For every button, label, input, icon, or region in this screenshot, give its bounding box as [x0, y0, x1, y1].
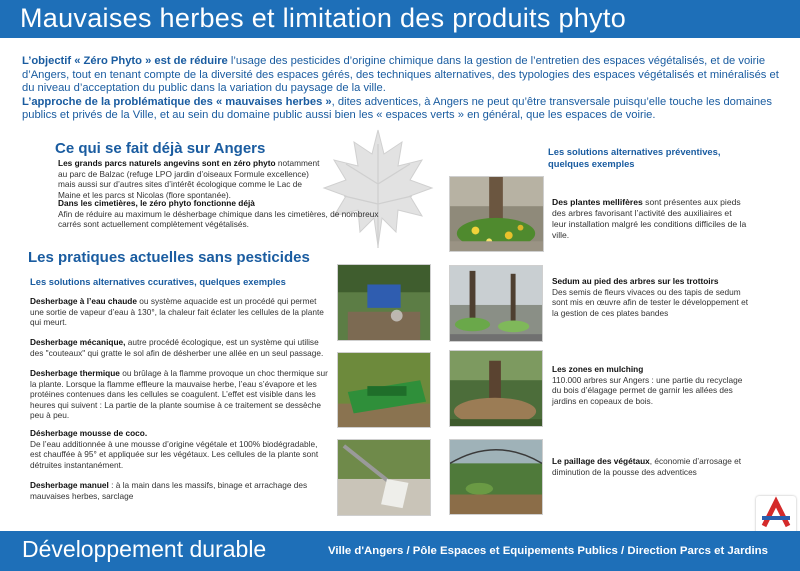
- meca-bold: Desherbage mécanique,: [30, 337, 126, 347]
- photo-thermique: [337, 352, 431, 428]
- list-item-mulching: [552, 364, 748, 406]
- cimetieres-paragraph: [58, 198, 380, 230]
- photo-mulching: [449, 350, 543, 427]
- parcs-text: notamment au parc de Balzac (refuge LPO jardin d’oiseaux Formule excellence) mais aussi sur d’autres sites d’intérêt écologique comme le Lac de Maine et les parcs st Nicolas (flore spontanée).: [58, 158, 320, 200]
- eau-text: ou système aquacide est un procédé qui permet une sortie de vapeur d’eau à 130°, la chaleur fait éclater les cellules de la plante qui meurt.: [30, 296, 324, 327]
- mell-text: sont présentes aux pieds des arbres favorisant l’activité des auxiliaires et leur installation malgré les conditions difficiles de la ville.: [552, 197, 747, 240]
- coco-text: De l’eau additionnée à une mousse d’origine végétale et 100% biodégradable, est chauffée à 95° et appliquée sur les végétaux. Les cellules de la plante sont détruites instantanément.: [30, 438, 319, 470]
- thermique-bold: Desherbage thermique: [30, 368, 120, 378]
- intro-p2-bold: L’approche de la problématique des « mauvaises herbes »: [22, 95, 332, 108]
- subheading-curatives: Les solutions alternatives ccuratives, quelques exemples: [30, 276, 286, 287]
- leaf-watermark-icon: [318, 124, 438, 254]
- list-item-manuel: [30, 480, 330, 501]
- footer-credit: Ville d'Angers / Pôle Espaces et Equipements Publics / Direction Parcs et Jardins: [328, 545, 768, 557]
- intro-p1-bold: L’objectif « Zéro Phyto » est de réduire: [22, 55, 228, 67]
- thermique-text: ou brûlage à la flamme provoque un choc thermique sur la plante. Lorsque la flamme effleure la mauvaise herbe, l’eau s’évapore et les protéines contenues dans les cellules se coagulent. L’effet est visible dans les heures qui suivent : La partie de la plante soumise à ce traitement se dessèche peu à peu.: [30, 368, 328, 420]
- footer-bar: [0, 531, 800, 571]
- paill-text: , économie d’arrosage et diminution de la pousse des adventices: [552, 456, 742, 477]
- intro-paragraph-2: [22, 96, 782, 123]
- footer-title: Développement durable: [22, 536, 267, 562]
- parcs-paragraph: [58, 158, 320, 200]
- photo-sedum: [449, 265, 543, 342]
- parcs-bold: Les grands parcs naturels angevins sont en zéro phyto: [58, 158, 276, 168]
- mulch-text: 110.000 arbres sur Angers : une partie du recyclage du bois d’élagage permet de garnir les allées des jardins en copeaux de bois.: [552, 374, 743, 406]
- list-item-thermique: [30, 368, 330, 421]
- intro-p1-text: l’usage des pesticides d’origine chimique dans la gestion de l’entretien des espaces végétalisés, et de voirie d’Angers, tout en tenant compte de la diversité des espaces gérés, des techniques alternatives, des typologies des espaces végétalisés et minéralisés et du niveau d’acceptation du public dans la variation du paysage de la ville.: [22, 55, 779, 95]
- manuel-bold: Desherbage manuel: [30, 480, 109, 490]
- list-item-eau-chaude: [30, 296, 330, 328]
- photo-melliferes: [449, 176, 544, 252]
- photo-eau-chaude: [337, 264, 431, 341]
- list-item-melliferes: [552, 197, 748, 241]
- list-item-paillage: [552, 456, 748, 477]
- section-heading-deja: Ce qui se fait déjà sur Angers: [55, 140, 266, 157]
- intro-paragraph-1: [22, 55, 782, 96]
- photo-mousse-coco: [337, 439, 431, 516]
- intro-p2-text: , dites adventices, à Angers ne peut qu’être transversale puisqu’elle touche les domaines publics et privés de la Ville, et au sein du domaine public aussi bien les « espaces verts » en général, que les espaces de voirie.: [22, 95, 772, 122]
- manuel-text: : à la main dans les massifs, binage et arrachage des mauvaises herbes, sarclage: [30, 480, 308, 501]
- eau-bold: Desherbage à l’eau chaude: [30, 296, 137, 306]
- list-item-mecanique: [30, 337, 330, 358]
- paill-bold: Le paillage des végétaux: [552, 456, 650, 466]
- sedum-bold: Sedum au pied des arbres sur les trottoirs: [552, 276, 719, 286]
- sedum-text: Des semis de fleurs vivaces ou des tapis de sedum sont mis en œuvre afin de tester le développement et la gestion de ces plates bandes: [552, 286, 749, 318]
- meca-text: autre procédé écologique, est un système qui utilise des "couteaux" qui gratte le sol afin de désherber une allée en un seul passage.: [30, 337, 324, 358]
- intro-text: [22, 55, 782, 123]
- mell-bold: Des plantes mellifères: [552, 197, 643, 207]
- list-item-sedum: [552, 276, 748, 318]
- mulch-bold: Les zones en mulching: [552, 364, 644, 374]
- list-item-coco: [30, 428, 330, 470]
- page-title: Mauvaises herbes et limitation des produits phyto: [20, 3, 627, 33]
- photo-paillage: [449, 439, 543, 515]
- cimetieres-bold: Dans les cimetières, le zéro phyto fonctionne déjà: [58, 198, 255, 208]
- cimetieres-text: Afin de réduire au maximum le désherbage chimique dans les cimetières, de nombreux carrés sont actuellement complètement végétalisés.: [58, 208, 379, 229]
- header-bar: [0, 0, 800, 38]
- section-heading-pratiques: Les pratiques actuelles sans pesticides: [28, 249, 310, 266]
- subheading-preventives: Les solutions alternatives préventives, quelques exemples: [548, 146, 721, 169]
- coco-bold: Désherbage mousse de coco.: [30, 428, 148, 438]
